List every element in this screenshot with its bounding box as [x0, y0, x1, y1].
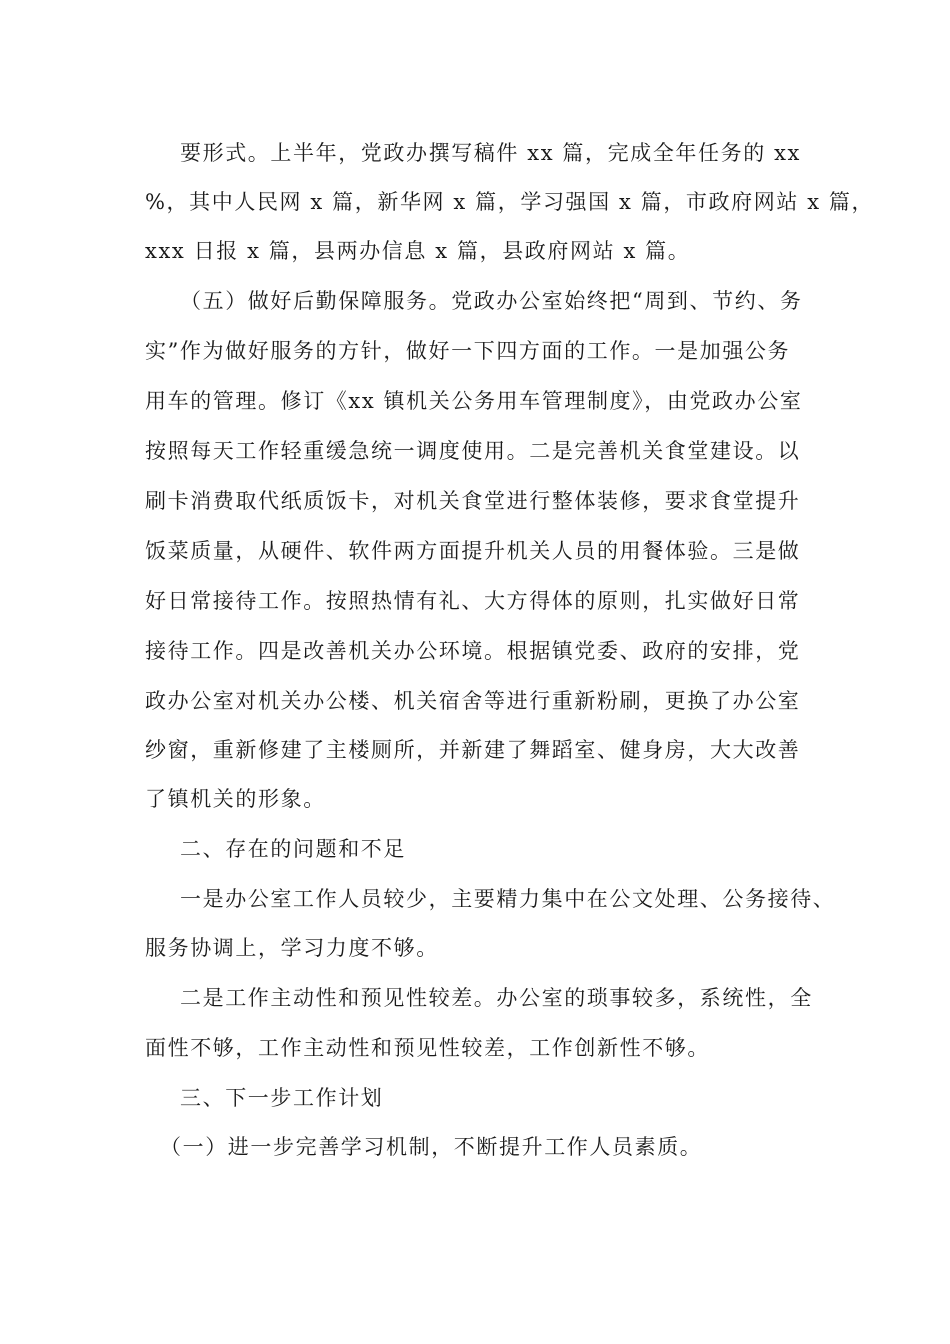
text-line: 服务协调上，学习力度不够。 — [145, 936, 439, 960]
text-line: 按照每天工作轻重缓急统一调度使用。二是完善机关食堂建设。以 — [145, 439, 801, 463]
text-line: （五）做好后勤保障服务。党政办公室始终把“周到、节约、务 — [180, 289, 803, 313]
section-heading: 三、下一步工作计划 — [180, 1086, 384, 1110]
text-line: 政办公室对机关办公楼、机关宿舍等进行重新粉刷，更换了办公室 — [145, 689, 801, 713]
text-line: 了镇机关的形象。 — [145, 787, 326, 811]
text-line: 刷卡消费取代纸质饭卡，对机关食堂进行整体装修，要求食堂提升 — [145, 489, 801, 513]
text-line: 二是工作主动性和预见性较差。办公室的琐事较多，系统性，全 — [180, 986, 813, 1010]
text-line: 纱窗，重新修建了主楼厕所，并新建了舞蹈室、健身房，大大改善 — [145, 738, 801, 762]
text-line: 实”作为做好服务的方针，做好一下四方面的工作。一是加强公务 — [145, 339, 791, 363]
text-line: 好日常接待工作。按照热情有礼、大方得体的原则，扎实做好日常 — [145, 589, 801, 613]
section-heading: 二、存在的问题和不足 — [180, 837, 406, 861]
text-line: 用车的管理。修订《xx 镇机关公务用车管理制度》，由党政办公室 — [145, 389, 803, 413]
text-line: 要形式。上半年，党政办撰写稿件 xx 篇，完成全年任务的 xx — [180, 141, 801, 165]
text-line: 面性不够，工作主动性和预见性较差，工作创新性不够。 — [145, 1036, 710, 1060]
sub-heading: （一）进一步完善学习机制，不断提升工作人员素质。 — [160, 1135, 703, 1159]
text-line: 一是办公室工作人员较少，主要精力集中在公文处理、公务接待、 — [180, 887, 836, 911]
text-line: 接待工作。四是改善机关办公环境。根据镇党委、政府的安排，党 — [145, 639, 801, 663]
text-line: %，其中人民网 x 篇，新华网 x 篇，学习强国 x 篇，市政府网站 x 篇， — [145, 190, 875, 214]
text-line: xxx 日报 x 篇，县两办信息 x 篇，县政府网站 x 篇。 — [145, 239, 691, 263]
text-line: 饭菜质量，从硬件、软件两方面提升机关人员的用餐体验。三是做 — [145, 539, 801, 563]
